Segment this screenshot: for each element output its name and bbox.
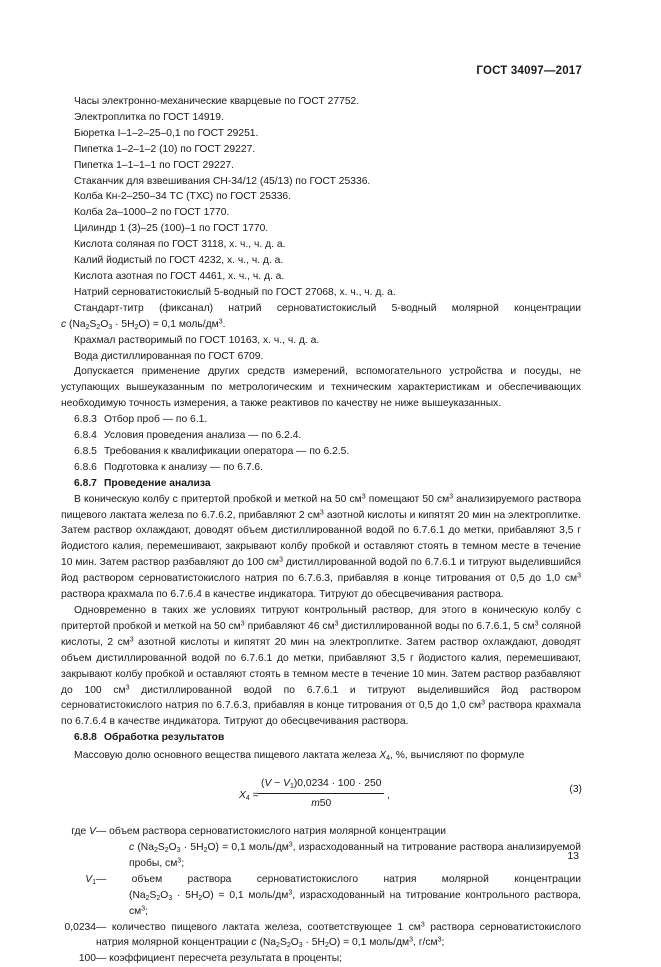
equipment-item: Калий йодистый по ГОСТ 4232, х. ч., ч. д. а.: [74, 255, 284, 267]
section-text: Требования к квалификации оператора — по 6.2.5.: [104, 445, 350, 457]
formula-definitions: [61, 824, 581, 967]
equipment-item: Бюретка I–1–2–25–0,1 по ГОСТ 29251.: [74, 127, 259, 139]
section-number: 6.8.5: [74, 445, 97, 457]
starch-line: Крахмал растворимый по ГОСТ 10163, х. ч., ч. д. а.: [74, 334, 320, 346]
equipment-item: Стаканчик для взвешивания СН-34/12 (45/13) по ГОСТ 25336.: [74, 175, 371, 187]
equipment-item: Электроплитка по ГОСТ 14919.: [74, 111, 224, 123]
formula-numerator: $(V - V_1)0,0234 \cdot 100 \cdot 250$: [258, 776, 384, 794]
section-text: Условия проведения анализа — по 6.2.4.: [104, 430, 302, 442]
equipment-item: Кислота азотная по ГОСТ 4461, х. ч., ч. д. а.: [74, 270, 285, 282]
mass-fraction-line: Массовую долю основного вещества пищевого лактата железа $X_4$, %, вычисляют по формуле: [74, 750, 525, 763]
definition-0-0234: 0,0234 — количество пищевого лактата железа, соответствующее 1 $см^3$ раствора серноватистокислого натрия молярной концентрации c $(Na_2S_2O_3 \cdot 5H_2O) = 0,1$ моль/$дм^3$, $г/см^3$;: [64, 921, 581, 950]
equipment-item: Натрий серноватистокислый 5-водный по ГОСТ 27068, х. ч., ч. д. а.: [74, 286, 396, 298]
section-number: 6.8.4: [74, 430, 97, 442]
formula-number: (3): [569, 784, 582, 796]
section-item: [61, 428, 581, 444]
equipment-item: Пипетка 1–2–1–2 (10) по ГОСТ 29227.: [74, 143, 256, 155]
titrant-paragraph: Стандарт-титр (фиксанал) натрий серноватистокислый 5-водный молярной концентрации: [74, 302, 581, 314]
section-item: [61, 444, 581, 460]
page-number: 13: [567, 850, 579, 862]
definition-v: где V — объем раствора серноватистокислого натрия молярной концентрации c $(Na_2S_2O_3 \cdot 5H_2O) = 0,1$ моль/$дм^3$, израсходованный на титрование раствора анализируемой пробы, $см^3$;: [71, 826, 581, 869]
formula-denominator: m50: [311, 797, 332, 809]
document-header: ГОСТ 34097—2017: [476, 65, 582, 77]
equipment-item: Кислота соляная по ГОСТ 3118, х. ч., ч. д. а.: [74, 239, 286, 251]
document-body: [61, 94, 581, 967]
equipment-list: [61, 94, 581, 301]
formula-comma: ,: [387, 790, 390, 802]
section-text: Отбор проб — по 6.1.: [104, 414, 208, 426]
formula-3: [61, 774, 581, 820]
permitted-paragraph: Допускается применение других средств измерений, вспомогательного устройства и посуды, не уступающих вышеуказанным по метрологическим и техническим характеристикам и обеспечивающих необходимую точность измерения, а также реактивов по качеству не ниже вышеуказанных.: [61, 366, 581, 410]
control-paragraph: Одновременно в таких же условиях титруют контрольный раствор, для этого в коническую колбу с притертой пробкой и меткой на 50 $см^3$ прибавляют 46 $см^3$ дистиллированной воды по 6.7.6.1, 5 $см^3$ соляной кислоты, 2 $см^3$ азотной кислоты и кипятят 20 мин на электроплитке. Затем раствор охлаждают, доводят объем дистиллированной водой по 6.7.6.1 до метки, прибавляют 3,5 г йодистого калия, перемешивают, закрывают колбу пробкой и оставляют стоять в темном месте в течение 10 мин. Затем раствор разбавляют до 100 $см^3$ дистиллированной водой по 6.7.6.1 и титруют выделившийся йод раствором серноватистокислого натрия по 6.7.6.3, прибавляя в конце титрования от 0,5 до 1,0 $см^3$ раствора крахмала по 6.7.6.4 в качестве индикатора. Титруют до обесцвечивания раствора.: [61, 605, 581, 728]
analysis-paragraph: В коническую колбу с притертой пробкой и меткой на 50 $см^3$ помещают 50 $см^3$ анализируемого раствора пищевого лактата железа по 6.7.6.2, прибавляют 2 $см^3$ азотной кислоты и кипятят 20 мин на электроплитке. Затем раствор охлаждают, доводят объем дистиллированной водой по 6.7.6.1 до метки, прибавляют 3,5 г йодистого калия, перемешивают, закрывают колбу пробкой и оставляют стоять в темном месте в течение 10 мин. Затем раствор разбавляют до 100 $см^3$ дистиллированной водой по 6.7.6.1 и титруют выделившийся йод раствором серноватистокислого натрия по 6.7.6.3, прибавляя в конце титрования от 0,5 до 1,0 $см^3$ раствора крахмала по 6.7.6.4 в качестве индикатора. Титруют до обесцвечивания раствора.: [61, 493, 581, 601]
water-line: Вода дистиллированная по ГОСТ 6709.: [74, 350, 264, 362]
formula-lhs: $X_4$ =: [239, 790, 259, 803]
equipment-item: Пипетка 1–1–1–1 по ГОСТ 29227.: [74, 159, 235, 171]
formula-fraction: [258, 776, 384, 812]
section-6-8-7-heading: 6.8.7 Проведение анализа: [74, 477, 211, 489]
section-6-8-8-heading: 6.8.8 Обработка результатов: [74, 732, 225, 744]
equipment-item: Часы электронно-механические кварцевые по ГОСТ 27752.: [74, 96, 360, 107]
definition-100: 100 — коэффициент пересчета результата в проценты;: [78, 953, 342, 965]
definition-v1: $V_1$ — объем раствора серноватистокислого натрия молярной концентрации $(Na_2S_2O_3 \cdot 5H_2O) = 0,1$ моль/$дм^3$, израсходованный на титрование контрольного раствора, $см^3$;: [85, 873, 581, 917]
equipment-item: Колба Кн-2–250–34 ТС (ТХС) по ГОСТ 25336.: [74, 191, 292, 203]
section-number: 6.8.3: [74, 414, 97, 426]
section-number: 6.8.6: [74, 461, 97, 473]
sections-list: [61, 412, 581, 476]
section-item: [61, 412, 581, 428]
titrant-concentration: c $(Na_2S_2O_3 \cdot 5H_2O) = 0,1$ моль/$дм^3$.: [61, 318, 226, 331]
section-text: Подготовка к анализу — по 6.7.6.: [104, 461, 264, 473]
equipment-item: Цилиндр 1 (3)–25 (100)–1 по ГОСТ 1770.: [74, 223, 269, 235]
section-item: [61, 460, 581, 476]
equipment-item: Колба 2а–1000–2 по ГОСТ 1770.: [74, 207, 230, 219]
